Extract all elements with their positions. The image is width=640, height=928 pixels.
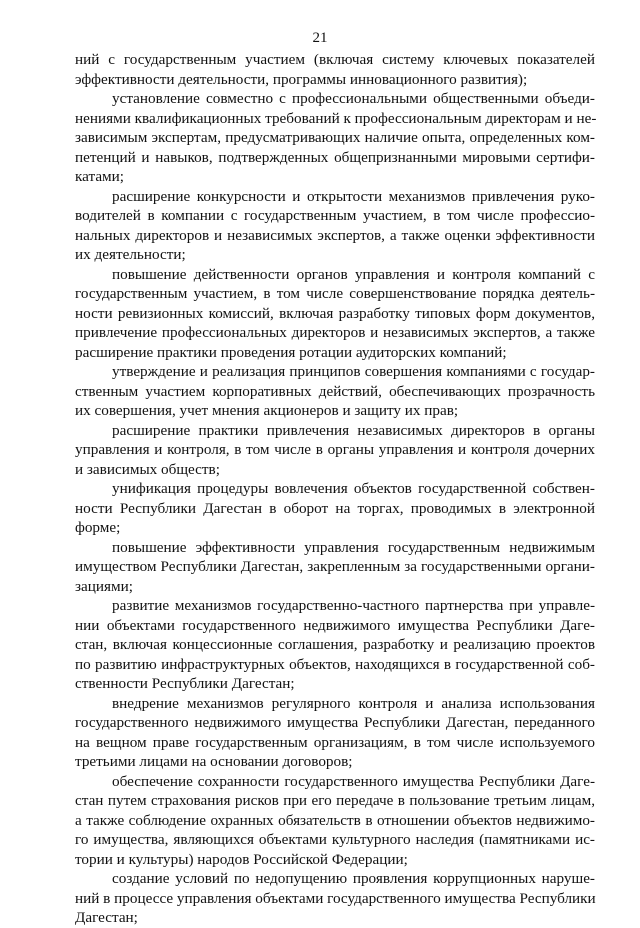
text-line: зациями; — [75, 577, 133, 595]
text-line: управления и контроля, в том числе в органы управления и контроля дочерних — [75, 441, 595, 458]
body-text — [75, 50, 595, 928]
text-line: ности ревизионных комиссий, включая разработку типовых форм документов, — [75, 304, 595, 322]
text-line: стан, включая концессионные соглашения, разработку и реализацию проектов — [75, 636, 595, 653]
text-line: стан путем страхования рисков при его передаче в пользование третьим лицам, — [75, 792, 595, 809]
text-line: привлечение профессиональных директоров и независимых экспертов, а также — [75, 324, 595, 341]
text-line: расширение практики привлечения независимых директоров в органы — [112, 421, 595, 439]
text-line: тории и культуры) народов Российской Федерации; — [75, 850, 408, 868]
text-line: а также соблюдение охранных обязательств в отношении объектов недвижимо- — [75, 811, 595, 829]
text-line: по развитию инфраструктурных объектов, находящихся в государственной соб- — [75, 655, 595, 673]
text-line: нии объектами государственного недвижимого имущества Республики Даге- — [75, 616, 595, 634]
text-line: ний в процессе управления объектами государственного имущества Республики — [75, 889, 596, 907]
text-line: имуществом Республики Дагестан, закрепленным за государственными органи- — [75, 558, 595, 575]
text-line: эффективности деятельности, программы инновационного развития); — [75, 70, 528, 88]
text-line: Дагестан; — [75, 909, 138, 926]
text-line: расширение конкурсности и открытости механизмов привлечения руко- — [112, 187, 595, 205]
text-line: третьими лицами на основании договоров; — [75, 753, 353, 770]
text-line: повышение эффективности управления государственным недвижимым — [112, 538, 595, 556]
text-line: и зависимых обществ; — [75, 460, 220, 478]
text-line: унификация процедуры вовлечения объектов государственной собствен- — [112, 480, 595, 497]
text-line: нальных директоров и независимых экспертов, а также оценки эффективности — [75, 226, 595, 244]
text-line: их деятельности; — [75, 246, 186, 263]
text-line: расширение практики проведения ротации аудиторских компаний; — [75, 343, 507, 361]
text-line: утверждение и реализация принципов совершения компаниями с государ- — [112, 363, 595, 380]
text-line: внедрение механизмов регулярного контроля и анализа использования — [112, 694, 595, 712]
text-line: создание условий по недопущению проявления коррупционных наруше- — [112, 870, 595, 887]
text-line: водителей в компании с государственным участием, в том числе профессио- — [75, 207, 595, 224]
text-line: ственным участием корпоративных действий, обеспечивающих прозрачность — [75, 382, 595, 400]
text-line: ственности Республики Дагестан; — [75, 675, 295, 692]
text-line: установление совместно с профессиональными общественными объеди- — [112, 90, 595, 107]
text-line: государственным участием, в том числе совершенствование порядка деятель- — [75, 285, 595, 302]
text-line: го имущества, являющихся объектами культурного наследия (памятниками ис- — [75, 831, 595, 848]
text-line: развитие механизмов государственно-частного партнерства при управле- — [112, 597, 595, 614]
text-line: петенций и навыков, подтвержденных общепризнанными мировыми сертифи- — [75, 148, 595, 166]
text-line: их совершения, учет мнения акционеров и защиту их прав; — [75, 402, 459, 419]
text-line: на вещном праве государственным организациям, в том числе используемого — [75, 733, 595, 751]
text-line: ний с государственным участием (включая систему ключевых показателей — [75, 51, 595, 68]
text-line: обеспечение сохранности государственного имущества Республики Даге- — [112, 772, 595, 790]
text-line: ности Республики Дагестан в оборот на торгах, проводимых в электронной — [75, 499, 595, 517]
text-line: катами; — [75, 168, 125, 185]
text-line: повышение действенности органов управления и контроля компаний с — [112, 265, 595, 283]
text-line: нениями квалификационных требований к профессиональным директорам и не- — [75, 109, 597, 127]
text-line: форме; — [75, 519, 121, 536]
page-number: 21 — [312, 30, 328, 46]
text-line: зависимым экспертам, предусматривающих наличие опыта, определенных ком- — [75, 129, 595, 146]
text-line: государственного недвижимого имущества Республики Дагестан, переданного — [75, 714, 595, 731]
